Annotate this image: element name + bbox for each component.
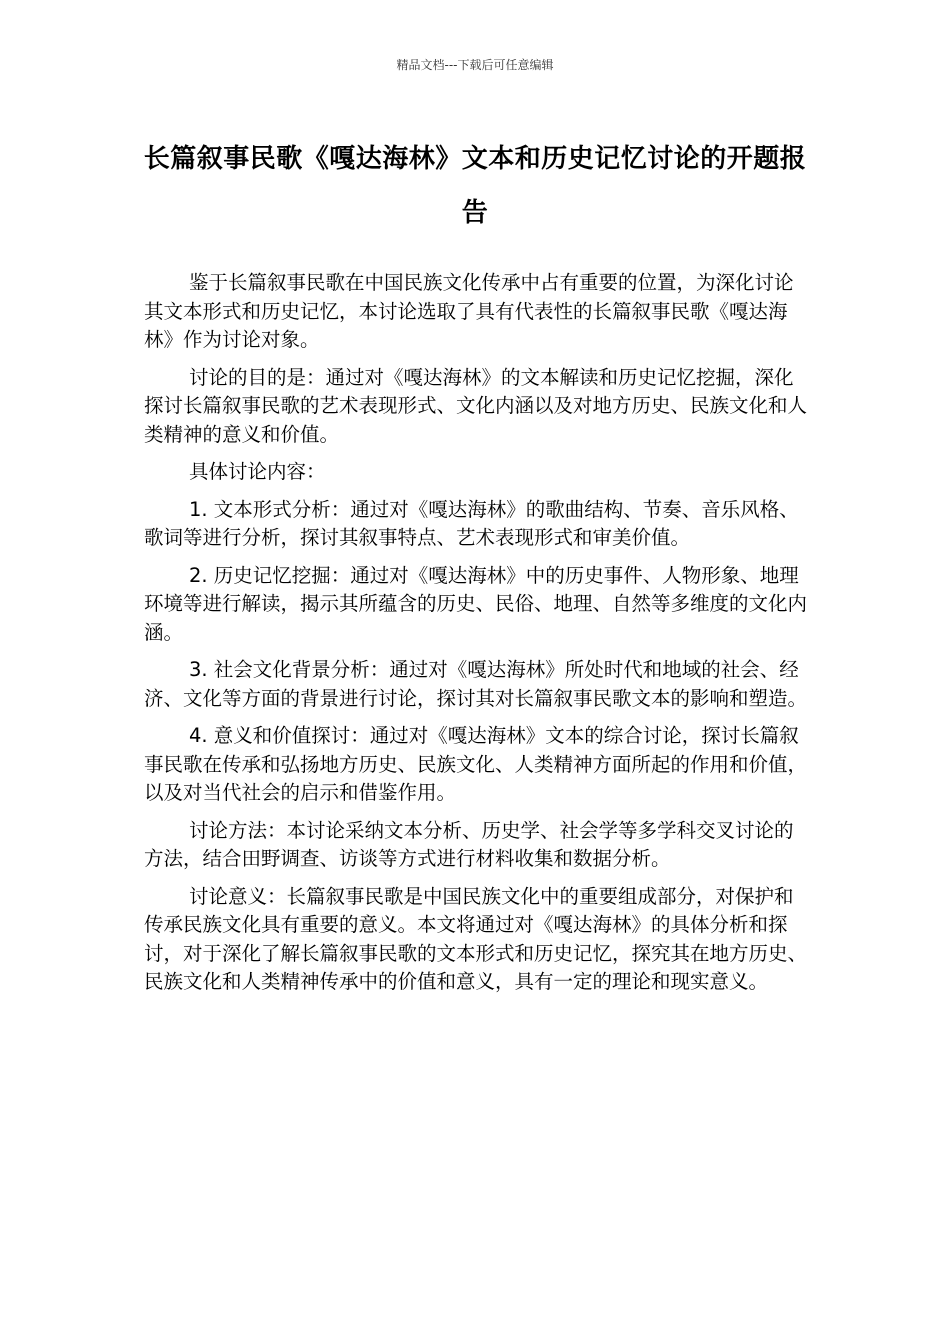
paragraph-item-4: 4. 意义和价值探讨：通过对《嘎达海林》文本的综合讨论，探讨长篇叙事民歌在传承和弘扬地方历史、民族文化、人类精神方面所起的作用和价值，以及对当代社会的启示和借鉴作用。	[144, 724, 808, 804]
paragraph-method: 讨论方法：本讨论采纳文本分析、历史学、社会学等多学科交叉讨论的方法，结合田野调查、访谈等方式进行材料收集和数据分析。	[144, 818, 794, 870]
paragraph-content-heading: 具体讨论内容：	[189, 460, 326, 483]
document-body	[144, 269, 810, 1006]
paragraph-item-1: 1. 文本形式分析：通过对《嘎达海林》的歌曲结构、节奏、音乐风格、歌词等进行分析，探讨其叙事特点、艺术表现形式和审美价值。	[144, 497, 799, 549]
paragraph-purpose: 讨论的目的是：通过对《嘎达海林》的文本解读和历史记忆挖掘，深化探讨长篇叙事民歌的艺术表现形式、文化内涵以及对地方历史、民族文化和人类精神的意义和价值。	[144, 365, 808, 446]
page-header-note: 精品文档---下载后可任意编辑	[396, 58, 554, 72]
paragraph-intro: 鉴于长篇叙事民歌在中国民族文化传承中占有重要的位置，为深化讨论其文本形式和历史记忆，本讨论选取了具有代表性的长篇叙事民歌《嘎达海林》作为讨论对象。	[144, 271, 794, 351]
paragraph-item-3: 3. 社会文化背景分析：通过对《嘎达海林》所处时代和地域的社会、经济、文化等方面的背景进行讨论，探讨其对长篇叙事民歌文本的影响和塑造。	[144, 658, 808, 710]
paragraph-item-2: 2. 历史记忆挖掘：通过对《嘎达海林》中的历史事件、人物形象、地理环境等进行解读，揭示其所蕴含的历史、民俗、地理、自然等多维度的文化内涵。	[144, 563, 808, 644]
document-title: 长篇叙事民歌《嘎达海林》文本和历史记忆讨论的开题报告	[143, 144, 807, 228]
paragraph-significance: 讨论意义：长篇叙事民歌是中国民族文化中的重要组成部分，对保护和传承民族文化具有重要的意义。本文将通过对《嘎达海林》的具体分析和探讨，对于深化了解长篇叙事民歌的文本形式和历史记忆，探究其在地方历史、民族文化和人类精神传承中的价值和意义，具有一定的理论和现实意义。	[144, 884, 808, 993]
